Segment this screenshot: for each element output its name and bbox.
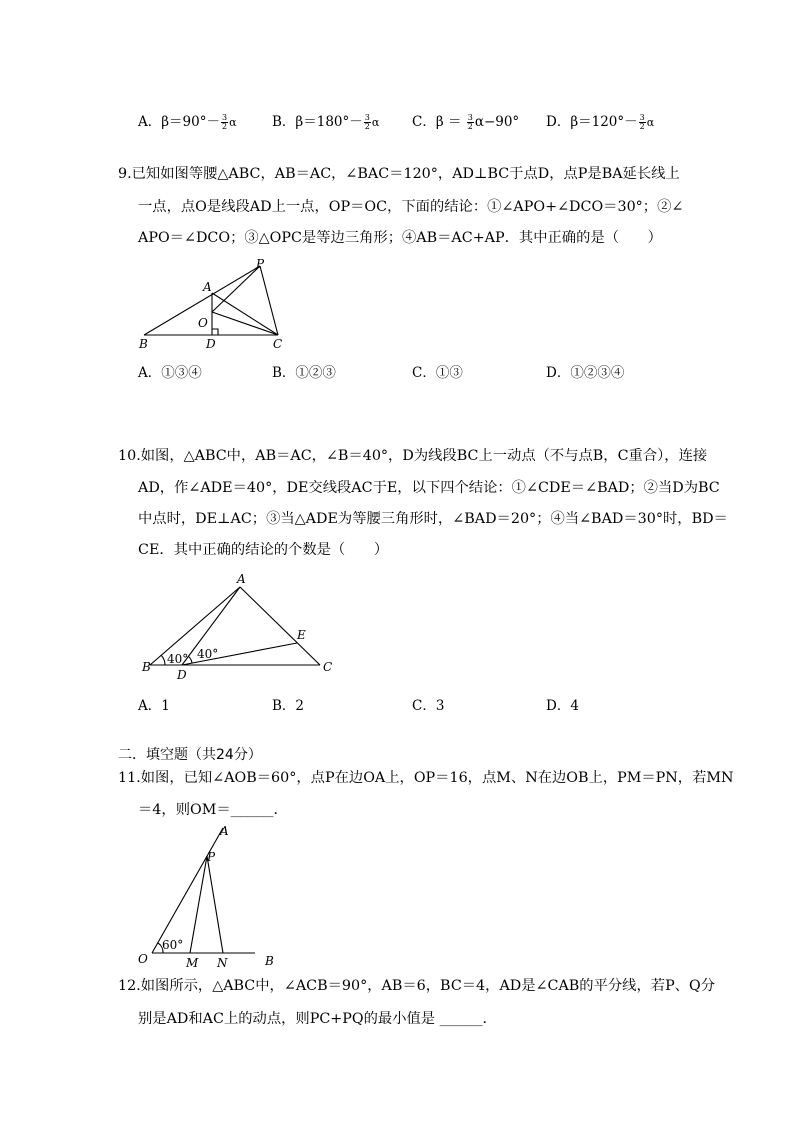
q11-figure	[130, 825, 290, 970]
q12-text-line1: 12.如图所示，△ABC中，∠ACB＝90°，AB＝6，BC＝4，AD是∠CAB的平分线，若P、Q分	[118, 978, 715, 994]
q9-label-o: O	[198, 316, 208, 330]
q8-option-a: A．β＝90°－ $\frac{3}{2}$ α	[138, 113, 237, 131]
q11-text-line1: 11.如图，已知∠AOB＝60°，点P在边OA上，OP＝16，点M、N在边OB上，PM＝PN，若MN	[118, 770, 734, 786]
q10-label-b: B	[142, 660, 151, 674]
q10-angle-arc-b	[161, 655, 165, 665]
q12-text-line2: 别是AD和AC上的动点，则PC+PQ的最小值是 ______．	[138, 1011, 497, 1027]
q9-option-d: D．①②③④	[546, 365, 625, 381]
q9-text-line2: 一点，点O是线段AD上一点，OP＝OC，下面的结论：①∠APO+∠DCO＝30°；②∠	[138, 199, 684, 215]
q10-angle-label-b: 40°	[167, 652, 189, 666]
q10-text-line4: CE．其中正确的结论的个数是（ ）	[138, 542, 389, 558]
q9-figure	[130, 255, 300, 355]
q9-option-a: A．①③④	[138, 365, 202, 381]
q9-segment-op	[212, 266, 260, 312]
q10-segment-ac	[240, 587, 320, 665]
q9-option-c: C．①③	[412, 365, 463, 381]
q11-label-n: N	[217, 956, 228, 970]
q9-segment-oc	[212, 312, 278, 335]
q10-label-e: E	[297, 628, 306, 642]
q11-label-m: M	[186, 956, 199, 970]
q8-option-d: D．β＝120°－ $\frac{3}{2}$ α	[546, 113, 655, 131]
q11-label-a: A	[220, 825, 229, 838]
q10-segment-ab	[150, 587, 240, 665]
q10-option-c: C．3	[412, 698, 445, 714]
q10-label-d: D	[177, 668, 187, 682]
q10-angle-arc-d	[188, 656, 192, 663]
q10-figure	[130, 570, 350, 685]
section-title: 二．填空题（共24分）	[118, 747, 262, 763]
q9-text-line1: 9.已知如图等腰△ABC，AB＝AC，∠BAC＝120°，AD⊥BC于点D，点P是BA延长线上	[118, 166, 680, 182]
q10-text-line3: 中点时，DE⊥AC；③当△ADE为等腰三角形时，∠BAD＝20°；④当∠BAD＝30°时，BD＝	[138, 511, 728, 527]
q10-label-c: C	[323, 660, 333, 674]
q9-right-angle-mark	[212, 329, 218, 335]
q10-text-line2: AD，作∠ADE＝40°，DE交线段AC于E，以下四个结论：①∠CDE＝∠BAD；②当D为BC	[138, 480, 720, 496]
q10-text-line1: 10.如图，△ABC中，AB＝AC，∠B＝40°，D为线段BC上一动点（不与点B，C重合），连接	[118, 448, 708, 464]
q10-option-d: D．4	[546, 698, 579, 714]
q11-label-p: P	[207, 850, 216, 864]
q11-text-line2: ＝4，则OM＝______．	[138, 802, 288, 818]
q11-angle-label: 60°	[162, 938, 184, 952]
q11-label-o: O	[138, 952, 148, 966]
q9-label-b: B	[139, 337, 148, 351]
q10-label-a: A	[237, 572, 246, 586]
q9-label-p: P	[256, 257, 265, 271]
q9-text-line3: APO＝∠DCO；③△OPC是等边三角形；④AB＝AC+AP．其中正确的是（ ）	[138, 230, 662, 246]
q8-option-b: B．β＝180°－ $\frac{3}{2}$ α	[272, 113, 380, 131]
q9-label-c: C	[273, 337, 283, 351]
q10-option-a: A．1	[138, 698, 170, 714]
q10-angle-label-d: 40°	[197, 647, 219, 661]
q9-label-a: A	[203, 280, 212, 294]
q8-option-c: C．β ＝ $\frac{3}{2}$ α−90°	[412, 113, 520, 131]
q10-option-b: B．2	[272, 698, 305, 714]
q9-label-d: D	[206, 337, 216, 351]
q9-segment-ac	[212, 293, 278, 335]
q11-label-b: B	[265, 954, 274, 968]
q11-segment-pn	[207, 856, 223, 953]
q9-option-b: B．①②③	[272, 365, 336, 381]
